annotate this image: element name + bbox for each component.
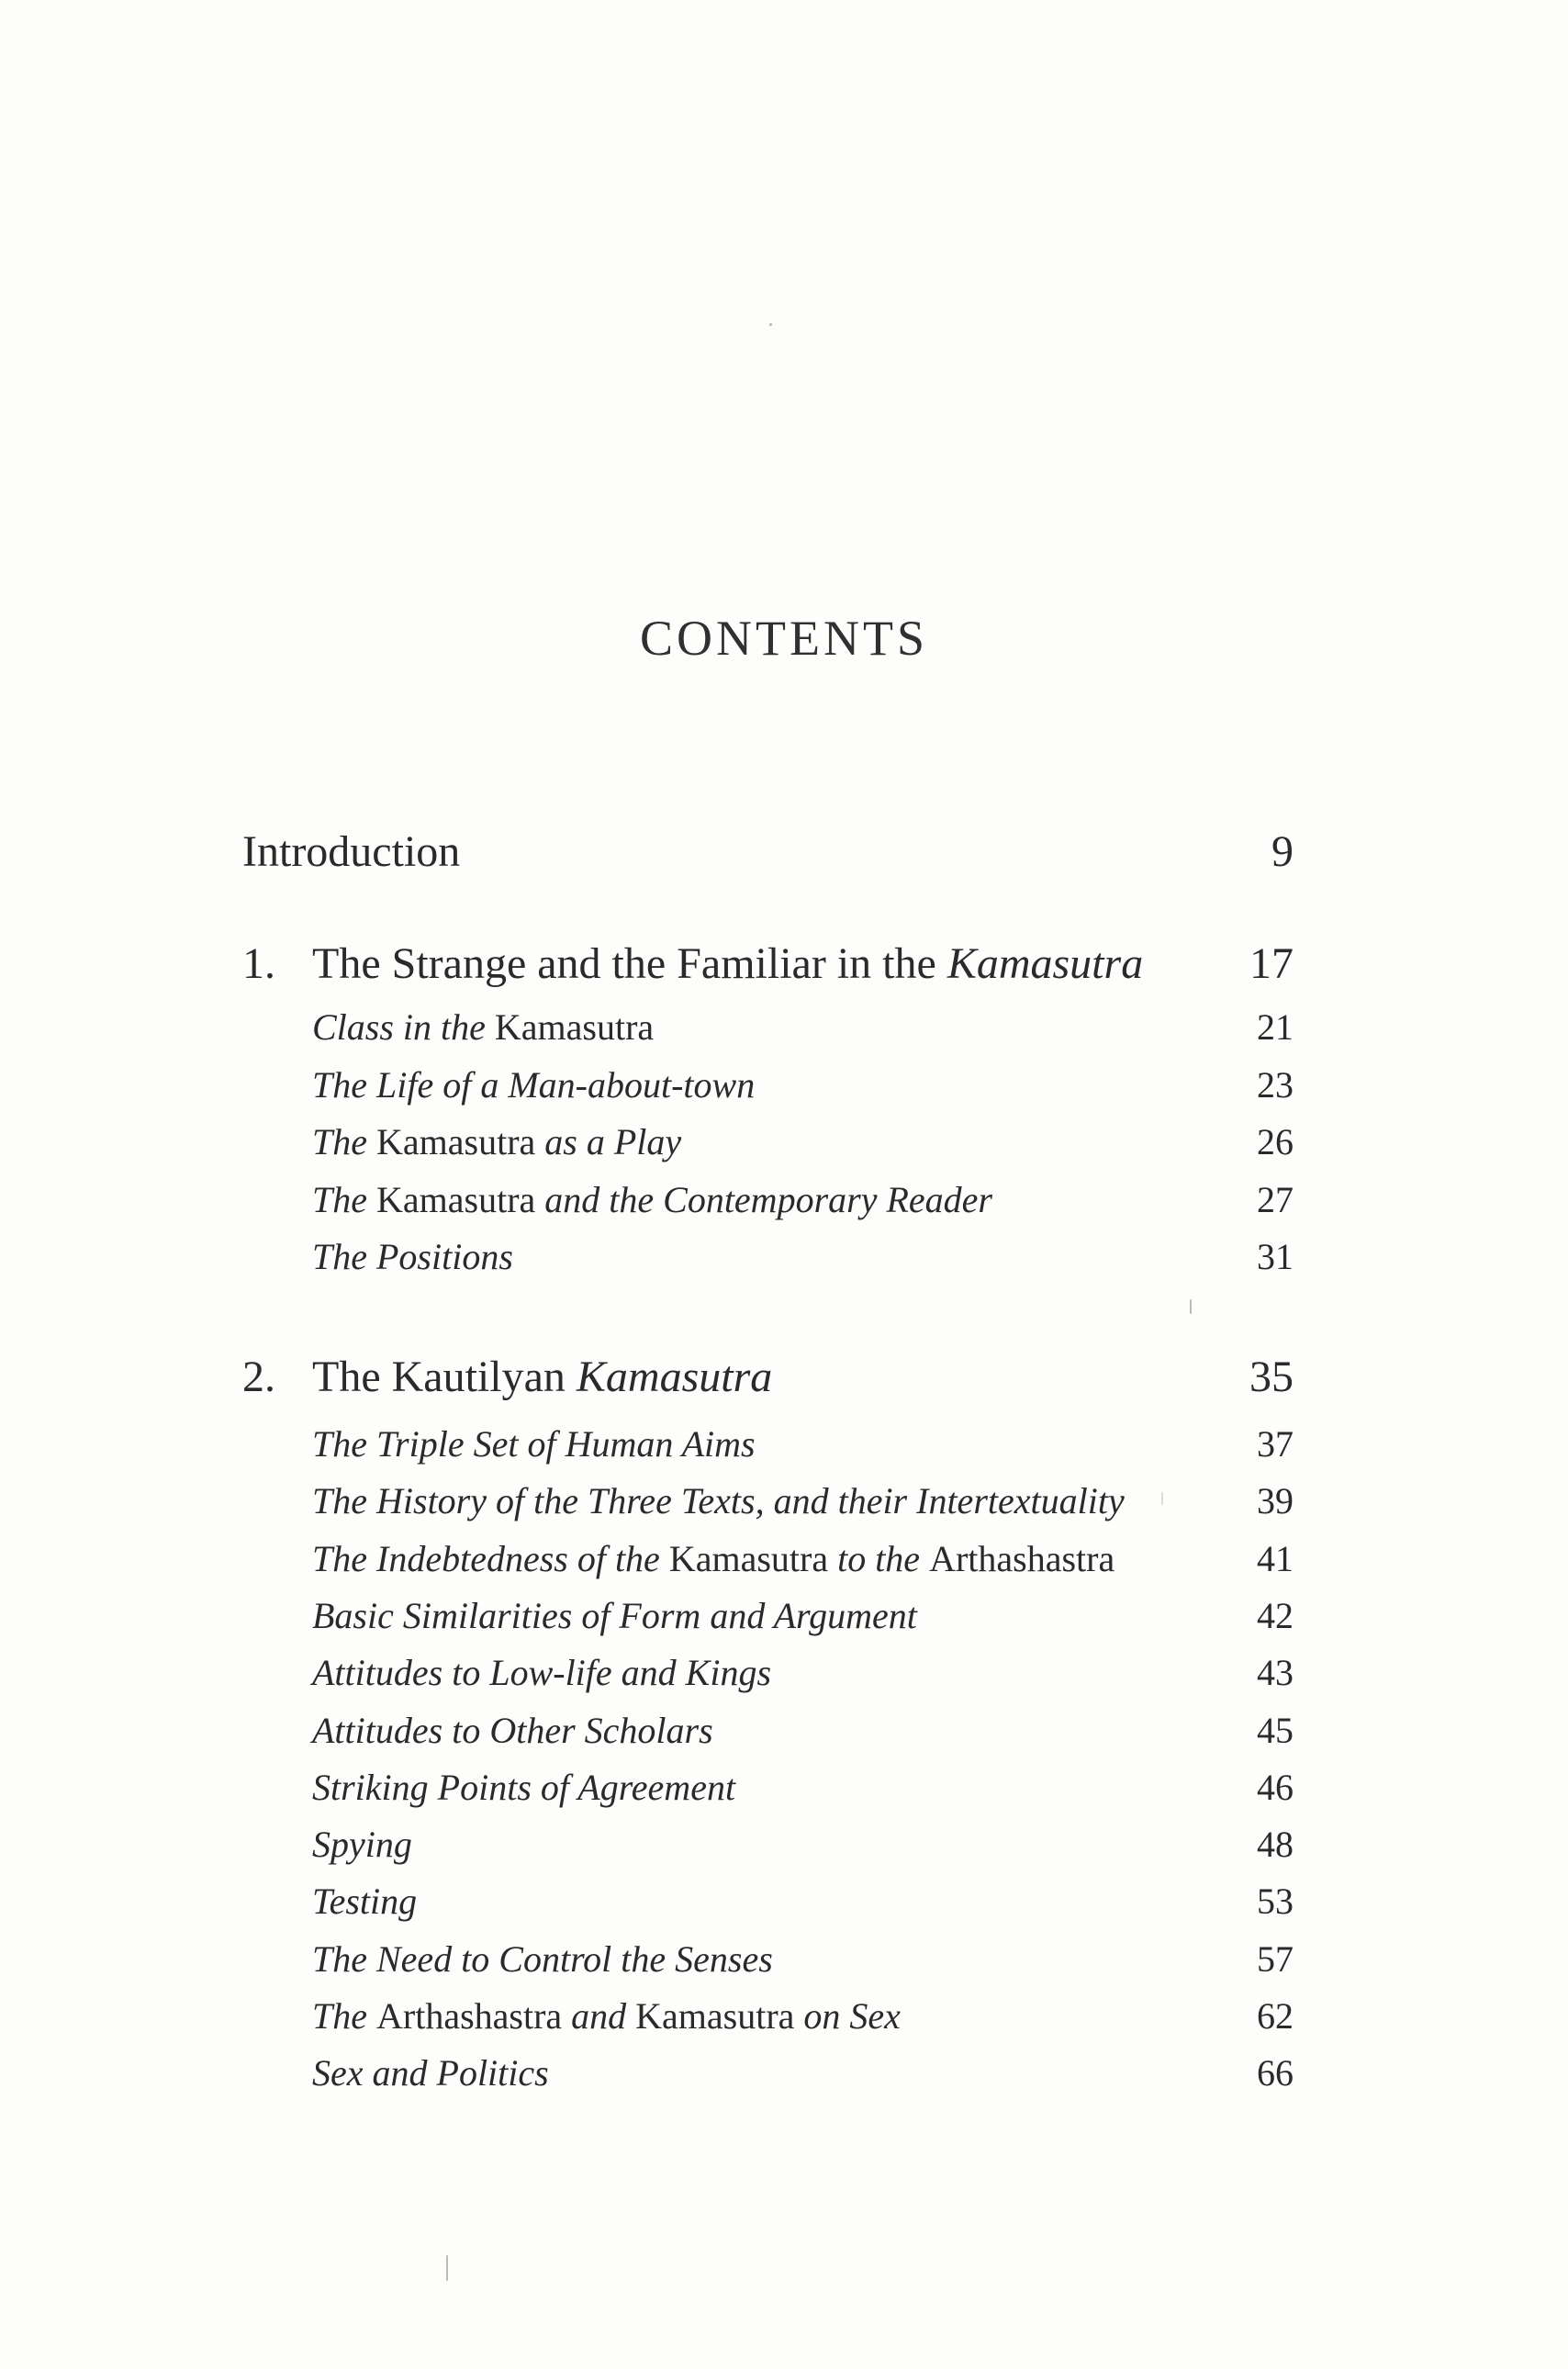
toc-page-number: 62 <box>1257 1995 1294 2037</box>
page-title: CONTENTS <box>640 611 928 666</box>
toc-section-title <box>312 1005 654 1049</box>
toc-page-number: 53 <box>1257 1881 1294 1923</box>
section-title-roman: Kamasutra <box>494 1006 655 1048</box>
section-title-roman: Kamasutra <box>376 1121 536 1162</box>
print-speck <box>1161 1492 1163 1505</box>
section-title-italic: on Sex <box>794 1995 901 2037</box>
toc-page-number: 42 <box>1257 1594 1294 1636</box>
toc-page-number: 48 <box>1257 1824 1294 1866</box>
toc-section-title <box>312 1823 412 1866</box>
section-title-italic: and the Contemporary Reader <box>535 1178 992 1220</box>
toc-page-number: 27 <box>1257 1178 1294 1220</box>
toc-chapter-1 <box>242 938 1294 994</box>
section-title-italic: as a Play <box>535 1121 682 1162</box>
chapter-title-plain: The Strange and the Familiar in the <box>312 939 947 988</box>
section-title-italic: to the <box>828 1537 930 1579</box>
section-title-italic: Attitudes to Low-life and Kings <box>312 1652 772 1694</box>
toc-section-entry <box>242 1178 1294 1233</box>
section-title-italic: Sex and Politics <box>312 2052 549 2094</box>
chapter-title <box>312 938 1143 989</box>
chapter-number: 2. <box>242 1353 275 1401</box>
section-title-italic: Attitudes to Other Scholars <box>312 1709 713 1751</box>
toc-section-title <box>312 1235 513 1278</box>
toc-page-number: 37 <box>1257 1423 1294 1465</box>
toc-page-number: 45 <box>1257 1709 1294 1751</box>
toc-section-entry <box>242 1823 1294 1878</box>
toc-section-title <box>312 1120 681 1163</box>
section-title-italic: Basic Similarities of Form and Argument <box>312 1594 917 1636</box>
toc-section-title <box>312 1063 755 1106</box>
section-title-italic: The Triple Set of Human Aims <box>312 1423 756 1465</box>
toc-section-entry <box>242 1594 1294 1649</box>
section-title-italic: The Indebtedness of the <box>312 1537 669 1579</box>
toc-page-number: 39 <box>1257 1480 1294 1522</box>
section-title-italic: The History of the Three Texts, and their Intertextuality <box>312 1480 1125 1522</box>
toc-entry-introduction <box>242 826 1294 881</box>
toc-page-number: 17 <box>1249 939 1294 988</box>
toc-section-title <box>312 1178 992 1221</box>
section-title-italic: The Life of a Man-about-town <box>312 1063 756 1106</box>
section-title-italic: The <box>312 1121 376 1162</box>
print-speck <box>769 323 772 326</box>
toc-entry-title: Introduction <box>242 827 461 876</box>
toc-section-entry <box>242 2051 1294 2106</box>
section-title-roman: Arthashastra <box>929 1537 1115 1579</box>
toc-section-entry <box>242 1422 1294 1477</box>
toc-page-number: 26 <box>1257 1121 1294 1162</box>
toc-section-title <box>312 1594 917 1637</box>
toc-section-entry <box>242 1709 1294 1764</box>
toc-section-entry <box>242 1994 1294 2049</box>
chapter-title <box>312 1352 772 1402</box>
toc-page-number: 35 <box>1249 1353 1294 1401</box>
toc-section-title <box>312 1651 771 1694</box>
toc-page-number: 41 <box>1257 1537 1294 1579</box>
print-speck <box>446 2255 448 2281</box>
toc-section-entry <box>242 1063 1294 1118</box>
toc-chapter-2 <box>242 1352 1294 1407</box>
section-title-italic: Spying <box>312 1824 412 1866</box>
toc-section-entry <box>242 1651 1294 1706</box>
toc-page-number: 43 <box>1257 1652 1294 1694</box>
toc-section-entry <box>242 1766 1294 1821</box>
chapter-number: 1. <box>242 939 275 988</box>
toc-page-number: 21 <box>1257 1006 1294 1048</box>
toc-section-entry <box>242 1880 1294 1935</box>
toc-section-title <box>312 1766 735 1809</box>
toc-section-title <box>312 1937 773 1981</box>
print-speck <box>1190 1299 1192 1314</box>
section-title-italic: and <box>562 1995 636 2037</box>
toc-section-entry <box>242 1537 1294 1592</box>
toc-page-number: 23 <box>1257 1063 1294 1106</box>
toc-section-title <box>312 1422 756 1465</box>
chapter-title-plain: The Kautilyan <box>312 1353 577 1401</box>
toc-page-number: 9 <box>1271 827 1294 876</box>
toc-page-number: 66 <box>1257 2052 1294 2094</box>
toc-section-entry <box>242 1479 1294 1534</box>
section-title-italic: Testing <box>312 1881 418 1923</box>
chapter-title-italic: Kamasutra <box>946 939 1144 988</box>
section-title-italic: Striking Points of Agreement <box>312 1766 736 1808</box>
toc-section-title <box>312 2051 549 2094</box>
chapter-title-italic: Kamasutra <box>576 1353 773 1401</box>
section-title-roman: Arthashastra <box>376 1995 563 2037</box>
toc-section-title <box>312 1709 713 1752</box>
toc-section-title <box>312 1479 1125 1522</box>
section-title-italic: Class in the <box>312 1006 495 1048</box>
toc-section-entry <box>242 1120 1294 1175</box>
toc-section-entry <box>242 1937 1294 1993</box>
toc-section-entry <box>242 1005 1294 1061</box>
toc-page-number: 46 <box>1257 1766 1294 1808</box>
toc-section-title <box>312 1994 901 2038</box>
section-title-roman: Kamasutra <box>376 1178 536 1220</box>
section-title-italic: The Positions <box>312 1236 513 1277</box>
section-title-italic: The <box>312 1178 376 1220</box>
toc-section-title <box>312 1537 1114 1580</box>
toc-page-number: 57 <box>1257 1937 1294 1980</box>
toc-section-entry <box>242 1235 1294 1290</box>
section-title-italic: The <box>312 1995 376 2037</box>
section-title-roman: Kamasutra <box>668 1537 829 1579</box>
section-title-roman: Kamasutra <box>635 1995 795 2037</box>
toc-page-number: 31 <box>1257 1236 1294 1277</box>
section-title-italic: The Need to Control the Senses <box>312 1937 773 1980</box>
toc-section-title <box>312 1880 417 1923</box>
